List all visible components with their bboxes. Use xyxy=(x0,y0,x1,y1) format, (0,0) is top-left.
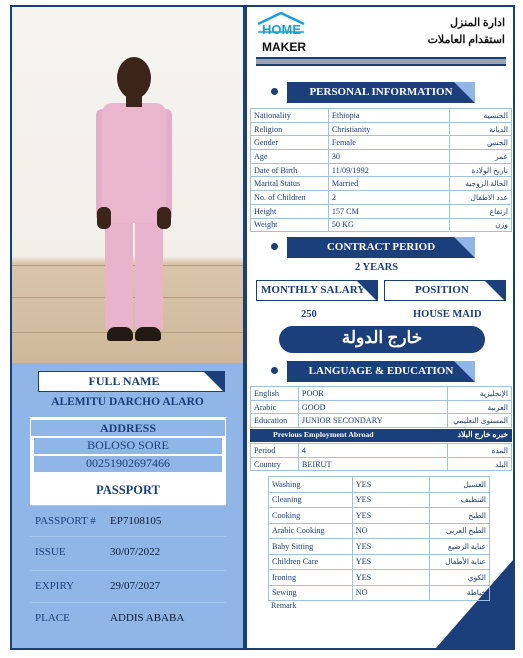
skill-row xyxy=(269,585,490,601)
skill-row xyxy=(269,554,490,570)
passport-row xyxy=(30,505,226,535)
skill-row-label: Arabic Cooking xyxy=(269,523,353,539)
passport-row xyxy=(30,536,226,566)
bullet-icon xyxy=(271,243,278,250)
language-row-label-ar: الإنجليزية xyxy=(448,387,512,401)
contract-period-value: 2 YEARS xyxy=(355,262,399,273)
previous-row-label-ar: المده xyxy=(448,444,512,458)
language-row-value: GOOD xyxy=(298,400,447,414)
language-row-label-ar: المستوى التعليمي xyxy=(448,414,512,428)
language-row-label-ar: العربية xyxy=(448,400,512,414)
previous-row-value: BEIRUT xyxy=(298,457,447,471)
passport-row xyxy=(30,602,226,632)
personal-row-label-ar: الجنس xyxy=(450,136,512,150)
personal-row-value: Christianity xyxy=(328,122,449,136)
personal-info-header xyxy=(287,82,475,103)
passport-row xyxy=(30,570,226,600)
personal-row xyxy=(251,191,512,205)
skill-row-value: YES xyxy=(352,570,429,586)
passport-number-value: EP7108105 xyxy=(110,515,162,527)
personal-row-value: Female xyxy=(328,136,449,150)
personal-row-value: Married xyxy=(328,177,449,191)
personal-row-value: 157 CM xyxy=(328,204,449,218)
language-row xyxy=(251,387,512,401)
language-row xyxy=(251,400,512,414)
personal-row xyxy=(251,122,512,136)
personal-row-value: 30 xyxy=(328,150,449,164)
personal-row-value: 50 KG xyxy=(328,218,449,232)
language-table xyxy=(250,386,512,428)
skill-row-label: Cooking xyxy=(269,508,353,524)
personal-row xyxy=(251,109,512,123)
skill-row xyxy=(269,523,490,539)
contract-header xyxy=(287,237,475,258)
monthly-salary-value: 250 xyxy=(301,309,317,320)
skill-row-label-ar: خياطة xyxy=(430,585,490,601)
address-label: ADDRESS xyxy=(30,419,226,437)
language-row-value: JUNIOR SECONDARY xyxy=(298,414,447,428)
passport-number-label: PASSPORT # xyxy=(35,515,96,527)
previous-employment-title-ar: خبره خارج البلاد xyxy=(457,430,508,439)
skill-row-label-ar: الطبخ العربي xyxy=(430,523,490,539)
language-row-label: English xyxy=(251,387,299,401)
arabic-title-line-2: استقدام العاملات xyxy=(427,34,505,46)
contract-title: CONTRACT PERIOD xyxy=(326,241,436,253)
personal-row-label-ar: تاريخ الولادة xyxy=(450,163,512,177)
personal-row-value: 11/09/1992 xyxy=(328,163,449,177)
place-label: PLACE xyxy=(35,612,70,624)
personal-row-label: Age xyxy=(251,150,329,164)
logo-home-text: HOME xyxy=(262,22,301,37)
skill-row-label: Ironing xyxy=(269,570,353,586)
language-row-label: Education xyxy=(251,414,299,428)
address-line-2: 00251902697466 xyxy=(34,456,222,472)
previous-employment-header xyxy=(250,429,512,442)
personal-row-label-ar: ارتفاع xyxy=(450,204,512,218)
language-row-label: Arabic xyxy=(251,400,299,414)
skill-row xyxy=(269,508,490,524)
skill-row-label-ar: التنظيف xyxy=(430,492,490,508)
previous-row xyxy=(251,444,512,458)
skill-row-value: YES xyxy=(352,492,429,508)
abroad-badge: خارج الدولة xyxy=(279,326,485,353)
personal-row-value: Ethiopia xyxy=(328,109,449,123)
personal-row-label: Weight xyxy=(251,218,329,232)
arabic-title-line-1: ادارة المنزل xyxy=(450,17,505,29)
personal-row xyxy=(251,136,512,150)
previous-employment-table xyxy=(250,443,512,471)
position-label: POSITION xyxy=(415,284,469,296)
expiry-label: EXPIRY xyxy=(35,580,75,592)
personal-row-label: No. of Children xyxy=(251,191,329,205)
previous-employment-title: Previous Employment Abroad xyxy=(273,430,374,439)
personal-row xyxy=(251,163,512,177)
expiry-value: 29/07/2027 xyxy=(110,580,161,592)
header-divider xyxy=(256,57,506,66)
language-row-value: POOR xyxy=(298,387,447,401)
full-name-label: FULL NAME xyxy=(88,374,160,388)
personal-row-label-ar: عدد الاطفال xyxy=(450,191,512,205)
position-label-box xyxy=(384,280,506,301)
position-value: HOUSE MAID xyxy=(413,309,482,320)
skill-row xyxy=(269,570,490,586)
personal-row-label: Gender xyxy=(251,136,329,150)
personal-info-title: PERSONAL INFORMATION xyxy=(309,86,453,98)
passport-label: PASSPORT xyxy=(30,475,226,505)
personal-row-label: Nationality xyxy=(251,109,329,123)
skill-row-label: Children Care xyxy=(269,554,353,570)
skill-row-value: YES xyxy=(352,508,429,524)
personal-row-label: Date of Birth xyxy=(251,163,329,177)
skill-row xyxy=(269,492,490,508)
skill-row-label: Sewing xyxy=(269,585,353,601)
address-line-1: BOLOSO SORE xyxy=(34,438,222,454)
place-value: ADDIS ABABA xyxy=(110,612,185,624)
skill-row-value: YES xyxy=(352,554,429,570)
skill-row xyxy=(269,539,490,555)
personal-row-label-ar: الجنسية xyxy=(450,109,512,123)
skill-row xyxy=(269,477,490,493)
skill-row-label-ar: الغسيل xyxy=(430,477,490,493)
bullet-icon xyxy=(271,367,278,374)
skills-table xyxy=(268,476,490,601)
personal-row-label-ar: عمر xyxy=(450,150,512,164)
skill-row-label: Washing xyxy=(269,477,353,493)
personal-info-table xyxy=(250,108,512,232)
issue-value: 30/07/2022 xyxy=(110,546,161,558)
language-header xyxy=(287,361,475,382)
personal-row xyxy=(251,218,512,232)
personal-row-label-ar: الديانة xyxy=(450,122,512,136)
previous-row-label: Country xyxy=(251,457,299,471)
language-row xyxy=(251,414,512,428)
skill-row-value: NO xyxy=(352,585,429,601)
full-name-banner xyxy=(38,371,225,392)
personal-row xyxy=(251,177,512,191)
personal-row-label: Religion xyxy=(251,122,329,136)
personal-row-label: Marital Status xyxy=(251,177,329,191)
full-name: ALEMITU DARCHO ALARO xyxy=(51,396,204,408)
issue-label: ISSUE xyxy=(35,546,66,558)
bullet-icon xyxy=(271,88,278,95)
monthly-salary-label-box xyxy=(256,280,378,301)
personal-row-label: Height xyxy=(251,204,329,218)
candidate-photo xyxy=(12,7,243,363)
skill-row-label-ar: عناية الرضيع xyxy=(430,539,490,555)
skill-row-value: YES xyxy=(352,477,429,493)
previous-row-value: 4 xyxy=(298,444,447,458)
skill-row-label: Baby Sitting xyxy=(269,539,353,555)
personal-row-label-ar: وزن xyxy=(450,218,512,232)
remark-label: Remark xyxy=(271,601,297,610)
skill-row-value: NO xyxy=(352,523,429,539)
personal-row-label-ar: الحالة الزوجية xyxy=(450,177,512,191)
skill-row-label-ar: الطبخ xyxy=(430,508,490,524)
previous-row xyxy=(251,457,512,471)
skill-row-value: YES xyxy=(352,539,429,555)
personal-row xyxy=(251,150,512,164)
previous-row-label-ar: البلد xyxy=(448,457,512,471)
skill-row-label: Cleaning xyxy=(269,492,353,508)
previous-row-label: Period xyxy=(251,444,299,458)
logo-maker-text: MAKER xyxy=(262,40,306,54)
skill-row-label-ar: الكوي xyxy=(430,570,490,586)
monthly-salary-label: MONTHLY SALARY xyxy=(261,284,366,296)
personal-row xyxy=(251,204,512,218)
personal-row-value: 2 xyxy=(328,191,449,205)
language-title: LANGUAGE & EDUCATION xyxy=(308,365,454,377)
skill-row-label-ar: عناية الأطفال xyxy=(430,554,490,570)
